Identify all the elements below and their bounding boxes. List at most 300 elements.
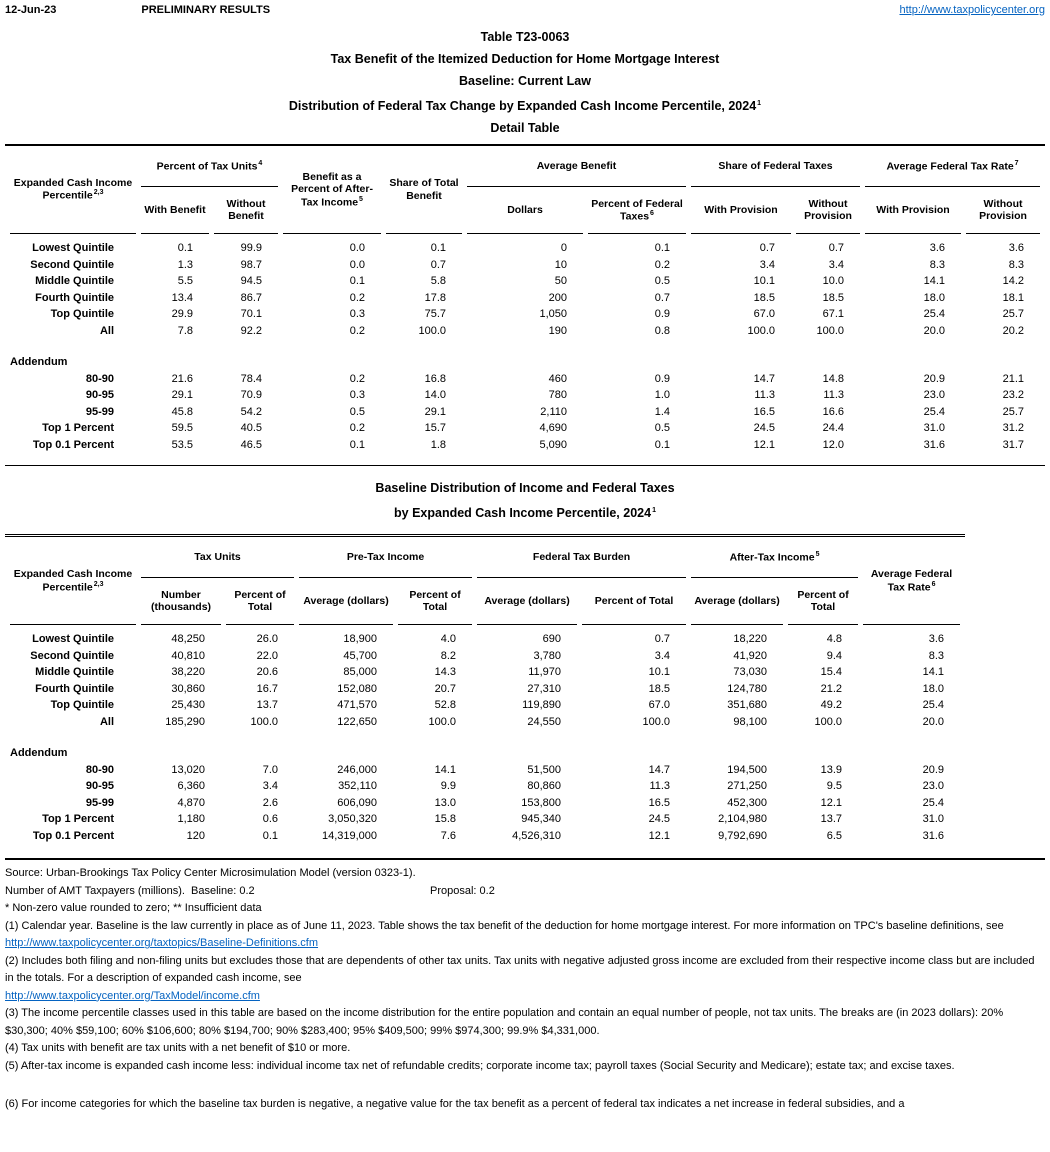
cell-value: 0.1 [430, 242, 446, 255]
footnote-1: (1) Calendar year. Baseline is the law currently in place as of June 11, 2023. Table shows the tax benefit of the deduction for home mortgage interest. For more information on TPC's baseline definitions, see [5, 919, 1004, 932]
cell-value: 20.9 [922, 763, 945, 776]
cell-value: 780 [548, 389, 567, 402]
cell-value: 194,500 [727, 763, 768, 776]
cell-value: 16.6 [822, 405, 844, 418]
cell-value: 10.1 [753, 275, 775, 288]
cell-value: 48,250 [171, 633, 205, 646]
cell-value: 40.5 [240, 422, 262, 435]
cell-value: 15.4 [820, 666, 843, 679]
cell-value: 9.4 [826, 649, 843, 662]
cell-value: 100.0 [250, 715, 279, 728]
cell-value: 12.1 [648, 829, 671, 842]
cell-value: 17.8 [424, 291, 446, 304]
cell-value: 54.2 [240, 405, 262, 418]
row-label: All [99, 715, 114, 728]
table-row [10, 681, 960, 698]
cell-value: 0.7 [654, 291, 670, 304]
table-row [10, 234, 1040, 257]
addendum-label: Addendum [10, 355, 68, 368]
cell-value: 4,870 [177, 796, 205, 809]
cell-value: 59.5 [171, 422, 193, 435]
report-date: 12-Jun-23 [5, 4, 57, 16]
legend-note: * Non-zero value rounded to zero; ** Insufficient data [5, 902, 262, 915]
cell-value: 100.0 [642, 715, 671, 728]
cell-value: 3.4 [654, 649, 671, 662]
cell-value: 4,690 [539, 422, 567, 435]
cell-value: 31.6 [923, 438, 945, 451]
cell-value: 29.1 [424, 405, 446, 418]
cell-value: 80,860 [527, 780, 562, 793]
cell-value: 8.3 [928, 649, 945, 662]
col-header-rate-with-provision: With Provision [865, 187, 961, 234]
cell-value: 945,340 [521, 813, 562, 826]
cell-value: 153,800 [521, 796, 562, 809]
col-header-tax-units-percent-of-total: Percent of Total [226, 578, 294, 625]
cell-value: 0.5 [654, 275, 670, 288]
table-row [10, 698, 960, 715]
cell-value: 20.0 [922, 715, 945, 728]
cell-value: 18.5 [753, 291, 775, 304]
footnote-3: (3) The income percentile classes used in this table are based on the income distribution for the entire population and contain an equal number of people, not tax units. The breaks are (in 2023 dollars): 20% $30,300; 40% $59,100; 60% $106,600; 80% $194,700; 90% $283,400; 95% $409,500; 99% $974,300; 99.9% $4,331,000. [5, 1007, 1004, 1037]
cell-value: 3,780 [533, 649, 562, 662]
col-header-pretax-percent-of-total: Percent of Total [398, 578, 472, 625]
group-header-tax-units: Tax Units [141, 537, 294, 578]
addendum-label-row [10, 340, 1040, 372]
cell-value: 100.0 [747, 324, 775, 337]
table-row [10, 323, 1040, 340]
cell-value: 8.3 [929, 258, 945, 271]
cell-value: 0 [560, 242, 567, 255]
cell-value: 2.6 [262, 796, 279, 809]
cell-value: 0.1 [262, 829, 279, 842]
cell-value: 14.7 [648, 763, 671, 776]
cell-value: 606,090 [337, 796, 378, 809]
cell-value: 31.6 [922, 829, 945, 842]
cell-value: 10.0 [822, 275, 844, 288]
footnote-2-link-line [5, 988, 1045, 1006]
group-header-after-tax-income: After-Tax Income$^5$ [691, 537, 858, 578]
cell-value: 85,000 [343, 666, 378, 679]
cell-value: 0.1 [654, 438, 670, 451]
cell-value: 460 [548, 372, 567, 385]
cell-value: 14.1 [923, 275, 945, 288]
cell-value: 70.1 [240, 308, 262, 321]
cell-value: 0.7 [430, 258, 446, 271]
cell-value: 18.1 [1002, 291, 1025, 304]
cell-value: 16.7 [256, 682, 279, 695]
income-definition-link[interactable]: http://www.taxpolicycenter.org/TaxModel/income.cfm [5, 989, 260, 1002]
cell-value: 200 [548, 291, 567, 304]
col-header-without-benefit: Without Benefit [214, 187, 278, 234]
cell-value: 13,020 [171, 763, 205, 776]
cell-value: 29.1 [171, 389, 193, 402]
cell-value: 75.7 [424, 308, 446, 321]
cell-value: 15.8 [434, 813, 457, 826]
row-label: Second Quintile [30, 258, 114, 271]
row-label: Lowest Quintile [32, 242, 114, 255]
col-header-burden-average-dollars: Average (dollars) [477, 578, 577, 625]
cell-value: 6.5 [826, 829, 843, 842]
cell-value: 9.9 [440, 780, 457, 793]
cell-value: 14.1 [434, 763, 457, 776]
cell-value: 100.0 [428, 715, 457, 728]
cell-value: 18.0 [923, 291, 945, 304]
group-header-pre-tax-income: Pre-Tax Income [299, 537, 472, 578]
col-header-pretax-average-dollars: Average (dollars) [299, 578, 393, 625]
table-row [10, 437, 1040, 465]
cell-value: 25.4 [922, 699, 945, 712]
cell-value: 0.9 [654, 308, 670, 321]
cell-value: 0.2 [349, 324, 365, 337]
cell-value: 100.0 [814, 715, 843, 728]
addendum-rows [10, 371, 1040, 465]
cell-value: 0.1 [349, 438, 365, 451]
cell-value: 67.1 [822, 308, 844, 321]
cell-value: 1.4 [654, 405, 670, 418]
row-label: Top 0.1 Percent [32, 829, 114, 842]
footnote-6: (6) For income categories for which the baseline tax burden is negative, a negative value for the tax benefit as a percent of federal tax indicates a net increase in federal subsidies, and a [5, 1098, 905, 1111]
table-row [10, 828, 960, 856]
cell-value: 25,430 [171, 699, 205, 712]
cell-value: 1.0 [654, 389, 670, 402]
cell-value: 452,300 [727, 796, 768, 809]
cell-value: 5.5 [177, 275, 193, 288]
cell-value: 12.0 [822, 438, 844, 451]
cell-value: 46.5 [240, 438, 262, 451]
row-label: 80-90 [85, 763, 114, 776]
quintile-rows [10, 234, 1040, 340]
cell-value: 122,650 [337, 715, 378, 728]
cell-value: 690 [542, 633, 562, 646]
cell-value: 24.4 [822, 422, 844, 435]
table-row [10, 714, 960, 731]
cell-value: 31.0 [922, 813, 945, 826]
cell-value: 11,970 [528, 666, 562, 679]
table-row [10, 371, 1040, 388]
cell-value: 50 [554, 275, 567, 288]
cell-value: 4.8 [826, 633, 843, 646]
cell-value: 18,220 [733, 633, 768, 646]
cell-value: 3.4 [759, 258, 775, 271]
cell-value: 45.8 [171, 405, 193, 418]
cell-value: 352,110 [338, 780, 378, 793]
cell-value: 0.5 [654, 422, 670, 435]
cell-value: 0.2 [349, 422, 365, 435]
row-label: Top 0.1 Percent [32, 438, 114, 451]
cell-value: 18.5 [822, 291, 844, 304]
cell-value: 0.6 [262, 813, 279, 826]
cell-value: 20.7 [434, 682, 457, 695]
cell-value: 351,680 [727, 699, 768, 712]
col-header-dollars: Dollars [467, 187, 583, 234]
cell-value: 11.3 [823, 389, 844, 402]
cell-value: 18.0 [922, 682, 945, 695]
table-row [10, 307, 1040, 324]
row-label: Top Quintile [50, 308, 114, 321]
cell-value: 0.2 [349, 372, 365, 385]
cell-value: 30,860 [171, 682, 205, 695]
cell-value: 0.0 [349, 242, 365, 255]
table-row [10, 421, 1040, 438]
cell-value: 16.5 [753, 405, 775, 418]
cell-value: 20.9 [923, 372, 945, 385]
cell-value: 15.7 [424, 422, 446, 435]
col-header-rate-without-provision: Without Provision [966, 187, 1040, 234]
row-label: 90-95 [85, 780, 114, 793]
cell-value: 23.0 [922, 780, 945, 793]
cell-value: 24.5 [753, 422, 775, 435]
cell-value: 0.5 [349, 405, 365, 418]
cell-value: 31.0 [923, 422, 945, 435]
cell-value: 40,810 [171, 649, 205, 662]
cell-value: 41,920 [733, 649, 768, 662]
col-header-number-thousands: Number (thousands) [141, 578, 221, 625]
cell-value: 14.7 [753, 372, 775, 385]
table-row [10, 274, 1040, 291]
row-label: Lowest Quintile [32, 633, 114, 646]
cell-value: 246,000 [337, 763, 378, 776]
group-header-percent-of-tax-units: Percent of Tax Units$^4$ [141, 146, 278, 187]
cell-value: 2,104,980 [718, 813, 768, 826]
cell-value: 0.2 [349, 291, 365, 304]
cell-value: 53.5 [171, 438, 193, 451]
cell-value: 25.7 [1002, 405, 1025, 418]
cell-value: 25.4 [922, 796, 945, 809]
table-row [10, 665, 960, 682]
cell-value: 3.6 [928, 633, 945, 646]
group-header-average-federal-tax-rate: Average Federal Tax Rate$^7$ [865, 146, 1040, 187]
cell-value: 8.2 [440, 649, 457, 662]
cell-value: 5,090 [539, 438, 567, 451]
cell-value: 3,050,320 [328, 813, 378, 826]
cell-value: 51,500 [527, 763, 562, 776]
cell-value: 16.5 [648, 796, 671, 809]
cell-value: 86.7 [240, 291, 262, 304]
cell-value: 12.1 [753, 438, 775, 451]
cell-value: 14.1 [922, 666, 945, 679]
row-label: Top Quintile [50, 699, 114, 712]
cell-value: 25.4 [923, 405, 945, 418]
col-header-average-federal-tax-rate: Average Federal Tax Rate$^6$ [863, 537, 960, 625]
cell-value: 5.8 [430, 275, 446, 288]
cell-value: 0.2 [654, 258, 670, 271]
table-row [10, 779, 960, 796]
cell-value: 22.0 [256, 649, 279, 662]
cell-value: 94.5 [240, 275, 262, 288]
row-label: 95-99 [85, 796, 114, 809]
cell-value: 13.0 [434, 796, 457, 809]
group-header-federal-tax-burden: Federal Tax Burden [477, 537, 686, 578]
cell-value: 152,080 [337, 682, 378, 695]
cell-value: 70.9 [240, 389, 262, 402]
table-row [10, 388, 1040, 405]
baseline-title: Baseline: Current Law [459, 74, 591, 88]
cell-value: 10 [554, 258, 567, 271]
distribution-title: Distribution of Federal Tax Change by Expanded Cash Income Percentile, 2024$^1$ [288, 99, 762, 114]
cell-value: 271,250 [727, 780, 768, 793]
cell-value: 14.0 [424, 389, 446, 402]
addendum-label: Addendum [10, 746, 68, 759]
cell-value: 92.2 [240, 324, 262, 337]
cell-value: 38,220 [171, 666, 205, 679]
cell-value: 98,100 [733, 715, 768, 728]
cell-value: 120 [186, 829, 205, 842]
cell-value: 11.3 [754, 389, 775, 402]
col-header-share-with-provision: With Provision [691, 187, 791, 234]
cell-value: 190 [548, 324, 567, 337]
cell-value: 18,900 [343, 633, 378, 646]
cell-value: 31.2 [1002, 422, 1025, 435]
table-row [10, 812, 960, 829]
cell-value: 67.0 [648, 699, 671, 712]
stub-header-expanded-cash-income: Expanded Cash Income Percentile$^{2,3}$ [10, 537, 136, 625]
cell-value: 0.1 [177, 242, 193, 255]
cell-value: 9.5 [826, 780, 843, 793]
cell-value: 3.4 [262, 780, 279, 793]
cell-value: 3.6 [1008, 242, 1025, 255]
cell-value: 8.3 [1008, 258, 1025, 271]
table-row [10, 625, 960, 648]
cell-value: 13.7 [820, 813, 843, 826]
cell-value: 2,110 [540, 405, 567, 418]
baseline-table-title: Baseline Distribution of Income and Federal Taxes [375, 481, 675, 496]
cell-value: 471,570 [337, 699, 378, 712]
cell-value: 0.3 [349, 308, 365, 321]
col-header-share-of-total-benefit: Share of Total Benefit [386, 146, 462, 234]
cell-value: 14.8 [822, 372, 844, 385]
cell-value: 23.0 [923, 389, 945, 402]
footnotes [5, 858, 1045, 1114]
cell-value: 45,700 [343, 649, 378, 662]
preliminary-results-label: PRELIMINARY RESULTS [141, 4, 271, 16]
footnote-1-link-line [5, 935, 1045, 953]
col-header-with-benefit: With Benefit [141, 187, 209, 234]
cell-value: 1.8 [430, 438, 446, 451]
cell-value: 119,890 [522, 699, 562, 712]
addendum-header [10, 340, 1040, 372]
tax-change-table [5, 144, 1045, 466]
cell-value: 31.7 [1002, 438, 1025, 451]
cell-value: 3.4 [828, 258, 844, 271]
cell-value: 6,360 [177, 780, 205, 793]
cell-value: 0.7 [654, 633, 671, 646]
addendum-label-row [10, 731, 960, 763]
cell-value: 99.9 [240, 242, 262, 255]
source-note: Source: Urban-Brookings Tax Policy Center Microsimulation Model (version 0323-1). [5, 867, 416, 880]
row-label: Fourth Quintile [35, 291, 114, 304]
cell-value: 1.3 [177, 258, 193, 271]
quintile-rows [10, 625, 960, 731]
cell-value: 1,180 [177, 813, 205, 826]
col-header-share-without-provision: Without Provision [796, 187, 860, 234]
cell-value: 21.6 [171, 372, 193, 385]
cell-value: 49.2 [820, 699, 843, 712]
col-header-aftertax-average-dollars: Average (dollars) [691, 578, 783, 625]
cell-value: 52.8 [434, 699, 457, 712]
cell-value: 7.8 [177, 324, 193, 337]
cell-value: 13.7 [256, 699, 279, 712]
cell-value: 10.1 [648, 666, 671, 679]
table-row [10, 257, 1040, 274]
amt-taxpayers-note [5, 883, 1045, 901]
cell-value: 12.1 [820, 796, 843, 809]
cell-value: 4.0 [440, 633, 457, 646]
baseline-definitions-link[interactable]: http://www.taxpolicycenter.org/taxtopics/Baseline-Definitions.cfm [5, 937, 319, 950]
row-label: Middle Quintile [35, 666, 114, 679]
row-label: Second Quintile [30, 649, 114, 662]
table-subject-title: Tax Benefit of the Itemized Deduction for Home Mortgage Interest [330, 52, 720, 66]
table-number-title: Table T23-0063 [480, 30, 570, 44]
cell-value: 24.5 [648, 813, 671, 826]
table-row [10, 648, 960, 665]
cell-value: 21.1 [1002, 372, 1025, 385]
col-header-percent-of-federal-taxes: Percent of Federal Taxes$^6$ [588, 187, 686, 234]
cell-value: 0.7 [759, 242, 775, 255]
table-row [10, 795, 960, 812]
row-label: 95-99 [85, 405, 114, 418]
cell-value: 0.0 [349, 258, 365, 271]
cell-value: 21.2 [820, 682, 843, 695]
cell-value: 0.8 [654, 324, 670, 337]
cell-value: 27,310 [527, 682, 562, 695]
row-label: Top 1 Percent [42, 813, 114, 826]
cell-value: 11.3 [649, 780, 671, 793]
cell-value: 0.1 [654, 242, 670, 255]
cell-value: 1,050 [539, 308, 567, 321]
row-label: Fourth Quintile [35, 682, 114, 695]
cell-value: 13.9 [820, 763, 843, 776]
col-header-burden-percent-of-total: Percent of Total [582, 578, 686, 625]
cell-value: 20.2 [1002, 324, 1025, 337]
amt-proposal-value: Proposal: 0.2 [430, 884, 495, 897]
cell-value: 124,780 [727, 682, 768, 695]
addendum-header [10, 731, 960, 763]
title-block [5, 31, 1045, 135]
taxpolicycenter-link[interactable]: http://www.taxpolicycenter.org [899, 4, 1045, 16]
cell-value: 25.4 [923, 308, 945, 321]
cell-value: 7.6 [440, 829, 457, 842]
addendum-rows [10, 762, 960, 856]
cell-value: 20.0 [923, 324, 945, 337]
row-label: 90-95 [85, 389, 114, 402]
cell-value: 13.4 [171, 291, 193, 304]
baseline-table-title-block [5, 482, 1045, 520]
cell-value: 98.7 [240, 258, 262, 271]
cell-value: 20.6 [256, 666, 279, 679]
row-label: Top 1 Percent [42, 422, 114, 435]
cell-value: 14,319,000 [321, 829, 378, 842]
footnote-2: (2) Includes both filing and non-filing units but excludes those that are dependents of other tax units. Tax units with negative adjusted gross income are excluded from their respective income class but are included in the totals. For a description of expanded cash income, see [5, 954, 1035, 985]
row-label: 80-90 [85, 372, 114, 385]
footnote-5: (5) After-tax income is expanded cash income less: individual income tax net of refundable credits; corporate income tax; payroll taxes (Social Security and Medicare); estate tax; and excise taxes. [5, 1059, 955, 1072]
cell-value: 16.8 [424, 372, 446, 385]
cell-value: 24,550 [527, 715, 562, 728]
cell-value: 0.1 [349, 275, 365, 288]
table-row [10, 290, 1040, 307]
cell-value: 100.0 [816, 324, 844, 337]
cell-value: 4,526,310 [512, 829, 562, 842]
cell-value: 29.9 [171, 308, 193, 321]
cell-value: 78.4 [240, 372, 262, 385]
table-row [10, 404, 1040, 421]
group-header-share-of-federal-taxes: Share of Federal Taxes [691, 146, 860, 187]
cell-value: 25.7 [1002, 308, 1025, 321]
cell-value: 9,792,690 [718, 829, 768, 842]
cell-value: 14.3 [434, 666, 457, 679]
cell-value: 0.7 [828, 242, 844, 255]
cell-value: 14.2 [1002, 275, 1025, 288]
cell-value: 100.0 [418, 324, 446, 337]
